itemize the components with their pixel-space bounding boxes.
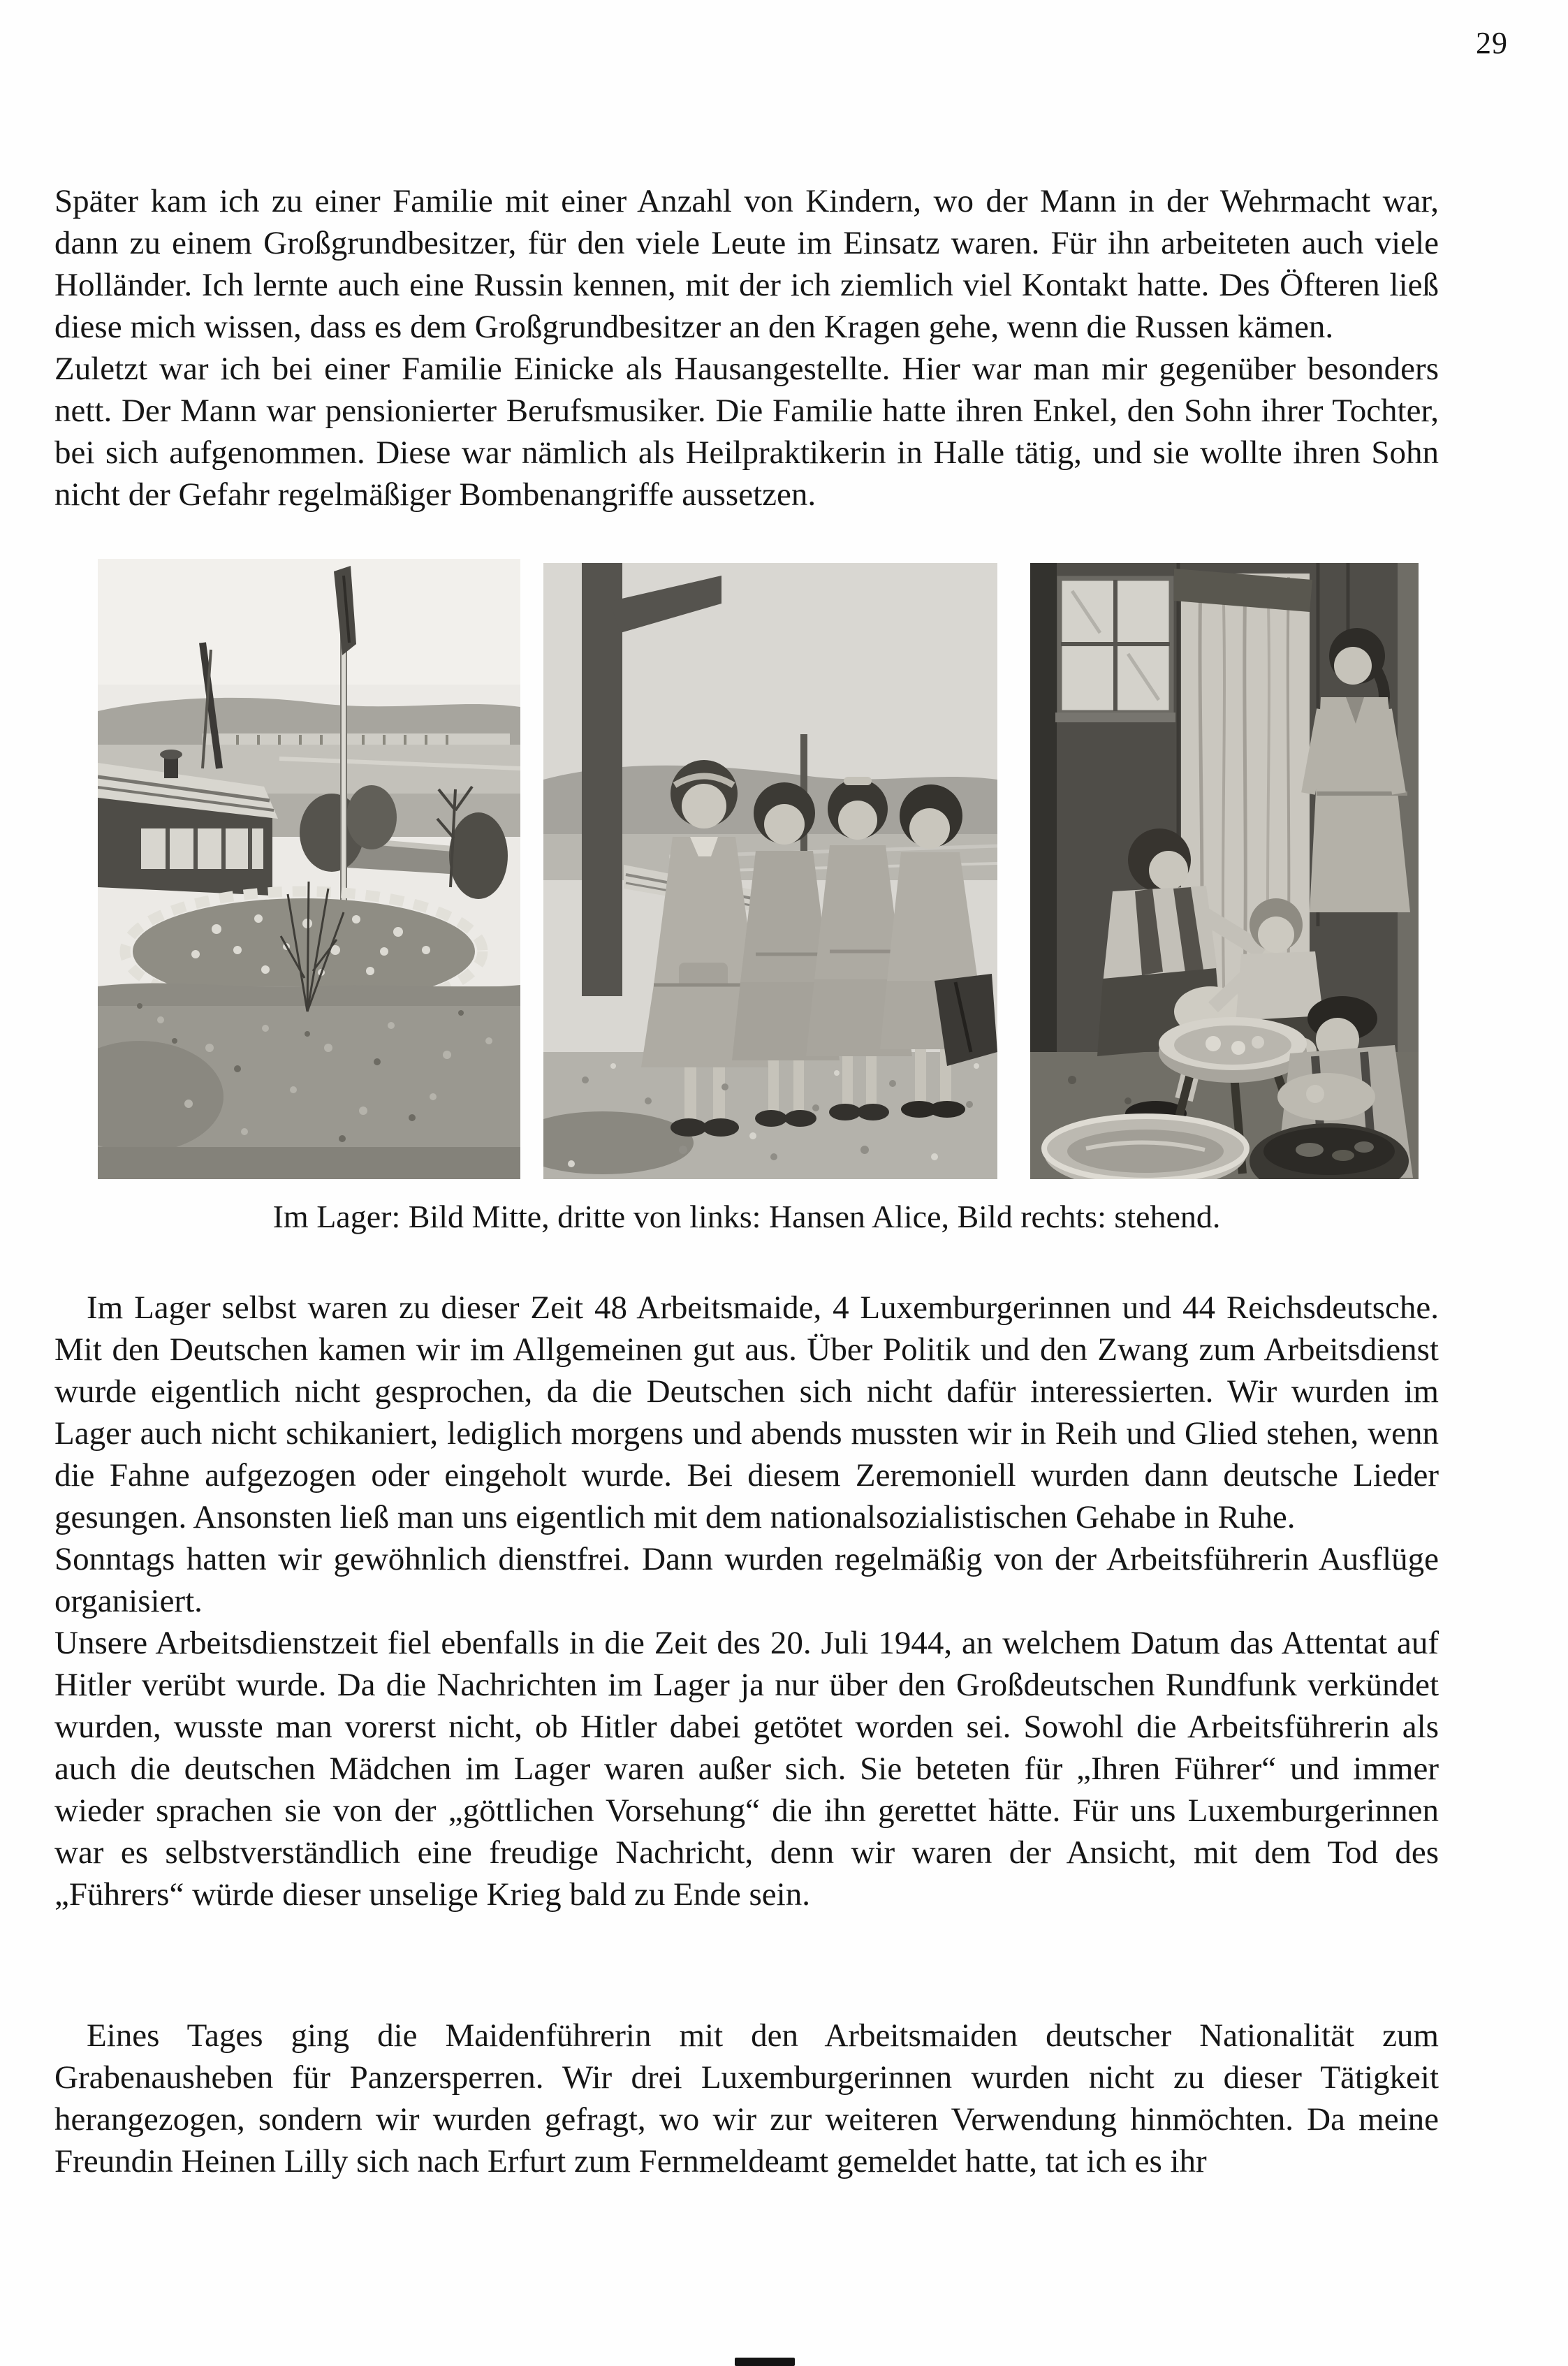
text-block-bottom bbox=[54, 2015, 1439, 2182]
photo-camp-barrack-flagpole bbox=[98, 559, 520, 1179]
scan-artifact-mark bbox=[735, 2358, 795, 2366]
photo-women-peeling-potatoes bbox=[1030, 563, 1419, 1179]
photo-caption: Im Lager: Bild Mitte, dritte von links: Hansen Alice, Bild rechts: stehend. bbox=[272, 1199, 1221, 1234]
foreground-bowl-light bbox=[1044, 1116, 1247, 1179]
window bbox=[1055, 578, 1175, 722]
paragraph-5: Unsere Arbeitsdienstzeit fiel ebenfalls in die Zeit des 20. Juli 1944, an welchem Datum das Attentat auf Hitler verübt wurde. Da die Nachrichten im Lager ja nur über den Großdeutschen Rundfunk verkündet wurden, wusste man vorerst nicht, ob Hitler dabei getötet worden sei. Sowohl die Arbeitsführerin als auch die deutschen Mädchen im Lager waren außer sich. Sie beteten für „Ihren Führer“ und immer wieder sprachen sie von der „göttlichen Vorsehung“ die ihn gerettet hätte. Für uns Luxemburgerinnen war es selbstverständlich eine freudige Nachricht, denn wir waren der Ansicht, mit dem Tod des „Führers“ würde dieser unselige Krieg bald zu Ende sein. bbox=[54, 1625, 1439, 1913]
paragraph-4: Sonntags hatten wir gewöhnlich dienstfrei. Dann wurden regelmäßig von der Arbeitsführerin Ausflüge organisiert. bbox=[54, 1541, 1439, 1619]
paragraph-2: Zuletzt war ich bei einer Familie Einicke als Hausangestellte. Hier war man mir gegenüber besonders nett. Der Mann war pensionierter Berufsmusiker. Die Familie hatte ihren Enkel, den Sohn ihrer Tochter, bei sich aufgenommen. Diese war nämlich als Heilpraktikerin in Halle tätig, und sie wollte ihren Sohn nicht der Gefahr regelmäßiger Bombenangriffe aussetzen. bbox=[54, 351, 1439, 513]
women-group-illustration bbox=[543, 563, 997, 1179]
photo-four-women-standing bbox=[543, 563, 997, 1179]
potato-peeling-illustration bbox=[1030, 563, 1419, 1179]
text-block-middle bbox=[54, 1287, 1439, 1915]
page-number: 29 bbox=[1476, 26, 1508, 60]
camp-view-illustration bbox=[98, 559, 520, 1179]
paragraph-3: Im Lager selbst waren zu dieser Zeit 48 Arbeitsmaide, 4 Luxemburgerinnen und 44 Reichsdeutsche. Mit den Deutschen kamen wir im Allgemeinen gut aus. Über Politik und den Zwang zum Arbeitsdienst wurde eigentlich nicht gesprochen, da die Deutschen sich nicht dafür interessierten. Wir wurden im Lager auch nicht schikaniert, lediglich morgens und abends mussten wir in Reih und Glied stehen, wenn die Fahne aufgezogen oder eingeholt wurde. Bei diesem Zeremoniell wurden dann deutsche Lieder gesungen. Ansonsten ließ man uns eigentlich mit dem nationalsozialistischen Gehabe in Ruhe. bbox=[54, 1290, 1439, 1535]
paragraph-6: Eines Tages ging die Maidenführerin mit den Arbeitsmaiden deutscher Nationalität zum Grabenausheben für Panzersperren. Wir drei Luxemburgerinnen wurden nicht zu dieser Tätigkeit herangezogen, sondern wir wurden gefragt, wo wir zur weiteren Verwendung hinmöchten. Da meine Freundin Heinen Lilly sich nach Erfurt zum Fernmeldeamt gemeldet hatte, tat ich es ihr bbox=[54, 2017, 1439, 2179]
paragraph-1: Später kam ich zu einer Familie mit einer Anzahl von Kindern, wo der Mann in der Wehrmacht war, dann zu einem Großgrundbesitzer, für den viele Leute im Einsatz waren. Für ihn arbeiteten auch viele Holländer. Ich lernte auch eine Russin kennen, mit der ich ziemlich viel Kontakt hatte. Des Öfteren ließ diese mich wissen, dass es dem Großgrundbesitzer an den Kragen gehe, wenn die Russen kämen. bbox=[54, 183, 1439, 345]
